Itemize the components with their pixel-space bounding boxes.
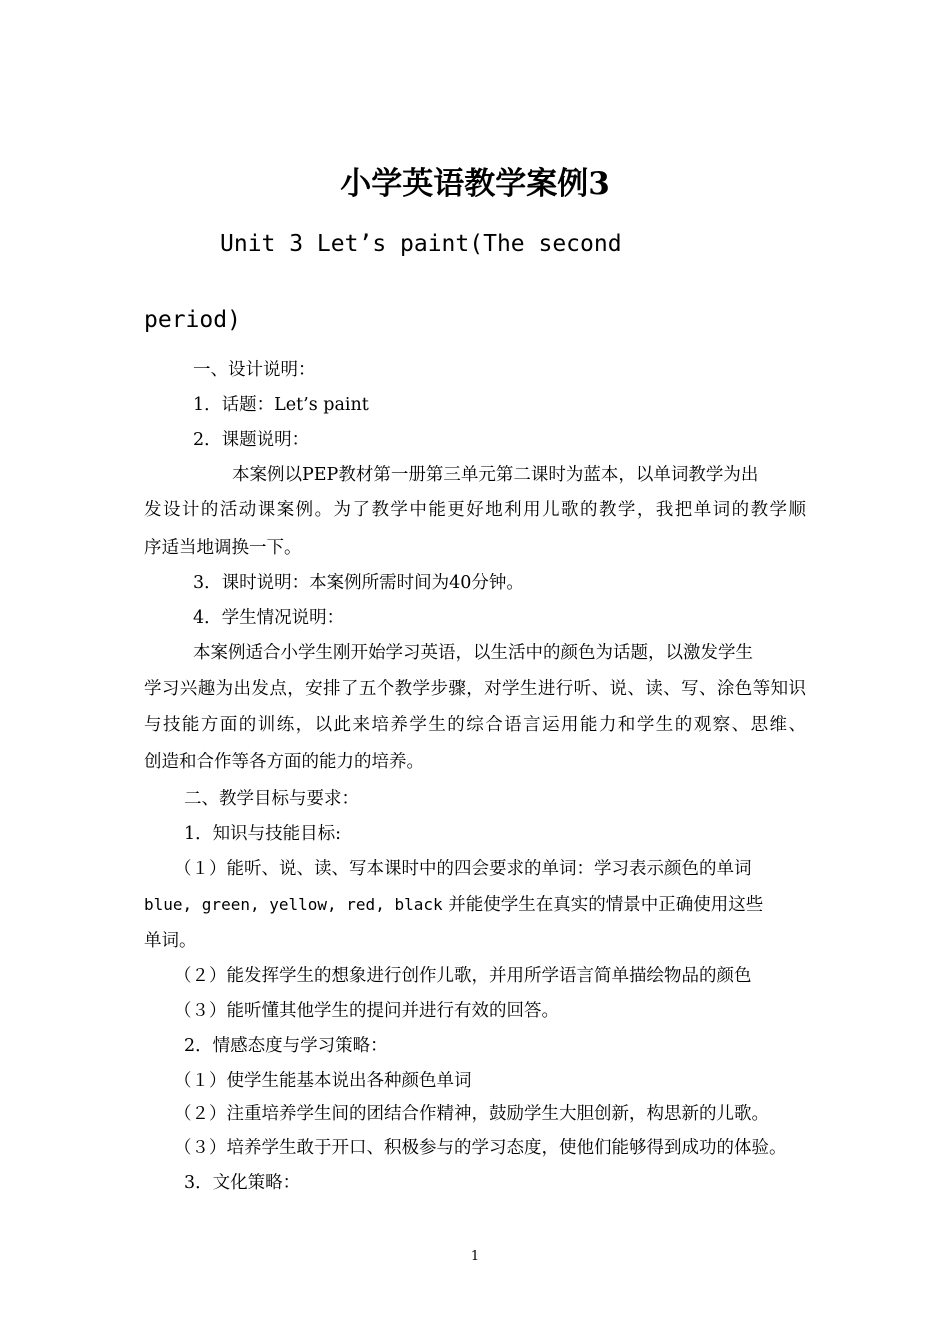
goal-heading-knowledge: 1．知识与技能目标: [184,824,342,844]
paragraph-line: 创造和合作等各方面的能力的培养。 [144,752,424,772]
item-students: 4．学生情况说明： [193,608,345,628]
item-duration: 3．课时说明：本案例所需时间为40分钟。 [193,573,524,593]
paragraph-line: 与技能方面的训练，以此来培养学生的综合语言运用能力和学生的观察、思维、 [144,715,806,735]
section-heading-goals: 二、教学目标与要求： [184,789,359,809]
item-topic: 1．话题：Let’s paint [193,395,369,415]
goal-item-continued [144,895,763,916]
paragraph-line: 序适当地调换一下。 [144,538,302,558]
page-number: 1 [470,1249,480,1264]
goal-item-continued: 单词。 [144,931,197,951]
page-title: 小学英语教学案例3 [340,166,610,202]
goal-item: （１）使学生能基本说出各种颜色单词 [174,1071,472,1091]
goal-heading-attitude: 2．情感态度与学习策略： [184,1036,388,1056]
paragraph-line: 本案例以PEP教材第一册第三单元第二课时为蓝本，以单词教学为出 [232,465,759,485]
goal-item-text: 并能使学生在真实的情景中正确使用这些 [448,895,764,915]
goal-item: （２）能发挥学生的想象进行创作儿歌，并用所学语言简单描绘物品的颜色 [174,966,752,986]
color-words: blue, green, yellow, red, black [144,895,443,914]
goal-item: （１）能听、说、读、写本课时中的四会要求的单词：学习表示颜色的单词 [174,859,752,879]
paragraph-line: 学习兴趣为出发点，安排了五个教学步骤，对学生进行听、说、读、写、涂色等知识 [144,679,806,699]
subtitle-line-2: period) [144,307,241,333]
goal-item: （３）培养学生敢于开口、积极参与的学习态度，使他们能够得到成功的体验。 [174,1138,787,1158]
subtitle-line-1: Unit 3 Let’s paint(The second [220,231,622,257]
paragraph-line: 发设计的活动课案例。为了教学中能更好地利用儿歌的教学，我把单词的教学顺 [144,500,806,520]
goal-item: （２）注重培养学生间的团结合作精神，鼓励学生大胆创新，构思新的儿歌。 [174,1104,769,1124]
goal-item: （３）能听懂其他学生的提问并进行有效的回答。 [174,1001,559,1021]
goal-heading-culture: 3．文化策略： [184,1173,301,1193]
paragraph-line: 本案例适合小学生刚开始学习英语，以生活中的颜色为话题，以激发学生 [193,643,753,663]
section-heading-design: 一、设计说明： [193,360,316,380]
item-lesson-note: 2．课题说明： [193,430,310,450]
